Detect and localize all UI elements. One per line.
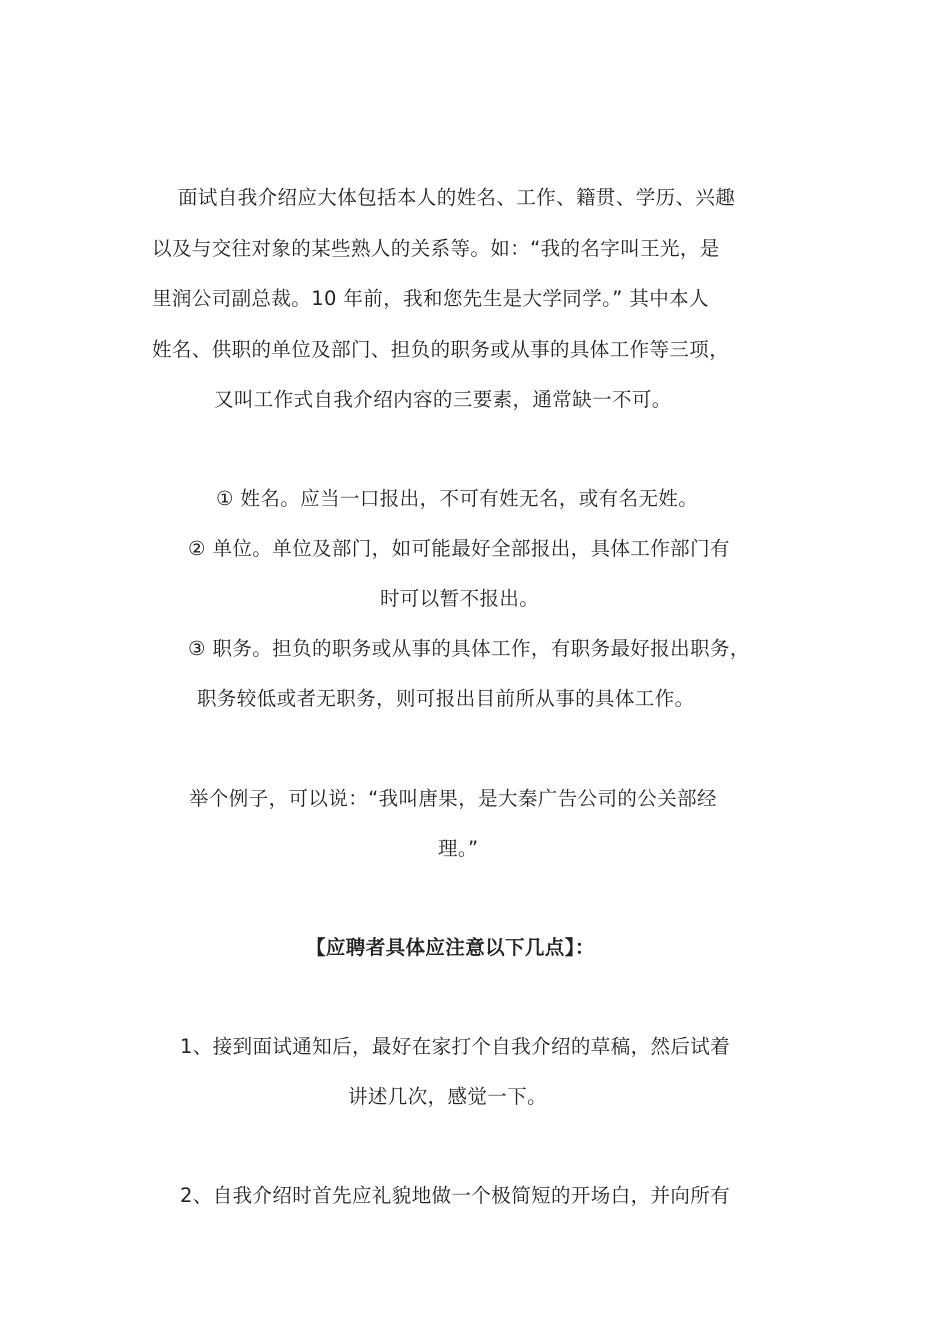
- intro-line-5: 又叫工作式自我介绍内容的三要素，通常缺一不可。: [214, 388, 672, 411]
- element-unit-line-2: 时可以暂不报出。: [380, 587, 540, 610]
- intro-line-2: 以及与交往对象的某些熟人的关系等。如：“我的名字叫王光，是: [152, 237, 720, 260]
- example-line-2: 理。”: [438, 837, 479, 860]
- tip-1-line-1: 1、接到面试通知后，最好在家打个自我介绍的草稿，然后试着: [180, 1035, 731, 1058]
- element-name-line: ① 姓名。应当一口报出，不可有姓无名，或有名无姓。: [216, 487, 699, 510]
- element-unit-line-1: ② 单位。单位及部门，如可能最好全部报出，具体工作部门有: [188, 537, 730, 560]
- intro-line-1: 面试自我介绍应大体包括本人的姓名、工作、籍贯、学历、兴趣: [178, 186, 736, 209]
- tip-1-line-2: 讲述几次，感觉一下。: [348, 1085, 548, 1108]
- element-position-line-1: ③ 职务。担负的职务或从事的具体工作，有职务最好报出职务，: [188, 637, 750, 660]
- element-position-line-2: 职务较低或者无职务，则可报出目前所从事的具体工作。: [197, 687, 695, 710]
- intro-line-4: 姓名、供职的单位及部门、担负的职务或从事的具体工作等三项，: [152, 338, 730, 361]
- intro-line-3: 里润公司副总裁。10 年前，我和您先生是大学同学。” 其中本人: [152, 287, 709, 310]
- tip-2-line-1: 2、自我介绍时首先应礼貌地做一个极简短的开场白，并向所有: [180, 1184, 731, 1207]
- tips-heading: 【应聘者具体应注意以下几点】：: [306, 936, 595, 959]
- example-line-1: 举个例子，可以说：“我叫唐果，是大秦广告公司的公关部经: [189, 787, 717, 810]
